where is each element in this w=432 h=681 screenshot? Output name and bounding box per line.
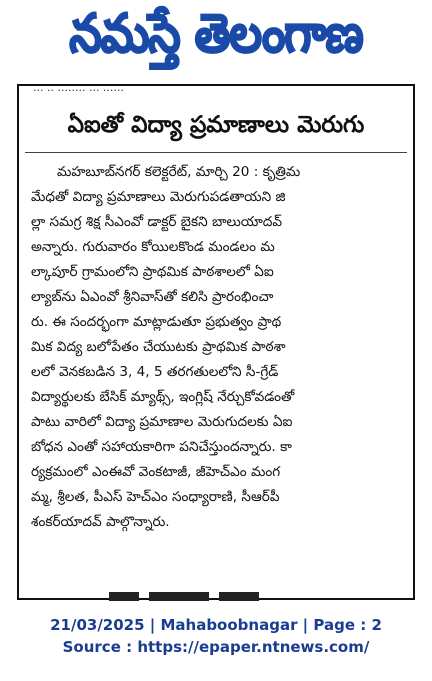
article-line: లలో వెనకబడిన 3, 4, 5 తరగతులలోని సీ-గ్రేడ్ xyxy=(31,364,279,380)
cut-off-next-headline xyxy=(109,586,279,600)
article-line: ర్యక్రమంలో ఎంఈవో వెంకటాజీ, జీహెచ్‌ఎం మంగ xyxy=(31,464,281,480)
article-line: ల్లా సమగ్ర శిక్ష సీఎంవో డాక్టర్ బైకని బాలుయాదవ్ xyxy=(31,214,282,230)
article-body xyxy=(31,160,401,535)
article-line: మిక విద్య బలోపేతం చేయుటకు ప్రాథమిక పాఠశా xyxy=(31,339,286,355)
headline-divider xyxy=(25,152,407,153)
cut-off-text-fragment xyxy=(33,81,293,100)
article-line: రు. ఈ సందర్భంగా మాట్లాడుతూ ప్రభుత్వం ప్రాథ xyxy=(31,314,282,330)
cut-off-text: ... .. ........ ... ...... xyxy=(33,81,124,94)
article-line: మహబూబ్‌నగర్ కలెక్టరేట్, మార్చి 20 : కృత్రిమ xyxy=(57,164,301,180)
article-line: ల్కాపూర్ గ్రామంలోని ప్రాథమిక పాఠశాలలో ఏఐ xyxy=(31,264,274,280)
clipping-source-footer xyxy=(0,614,432,658)
article-headline: ఏఐతో విద్యా ప్రమాణాలు మెరుగు xyxy=(67,112,365,138)
article-line: పాటు వారిలో విద్యా ప్రమాణాల మెరుగుదలకు ఏఐ xyxy=(31,414,293,430)
article-line: మేధతో విద్యా ప్రమాణాలు మెరుగుపడతాయని జి xyxy=(31,189,286,205)
source-url: Source : https://epaper.ntnews.com/ xyxy=(62,638,370,656)
article-line: ల్యాబ్‌ను ఏఎంవో శ్రీనివాస్‌తో కలిసి ప్రారంభించా xyxy=(31,289,274,305)
masthead-title: నమస్తే తెలంగాణ xyxy=(69,2,363,65)
news-clipping xyxy=(17,81,415,600)
article-line: విద్యార్థులకు బేసిక్ మ్యాథ్స్, ఇంగ్లిష్ నేర్చుకోవడంతో xyxy=(31,389,295,405)
newspaper-masthead xyxy=(6,4,426,76)
article-line: శంకర్‌యాదవ్ పాల్గొన్నారు. xyxy=(31,514,170,530)
date-edition-page: 21/03/2025 | Mahaboobnagar | Page : 2 xyxy=(50,616,382,634)
article-line: బోధన ఎంతో సహాయకారిగా పనిచేస్తుందన్నారు. కా xyxy=(31,439,292,455)
article-line: అన్నారు. గురువారం కోయిలకొండ మండలం మ xyxy=(31,239,275,255)
article-line: మ్మ, శ్రీలత, పీఎస్ హెచ్‌ఎం సంధ్యారాణి, సీఆర్‌పీ xyxy=(31,489,280,505)
